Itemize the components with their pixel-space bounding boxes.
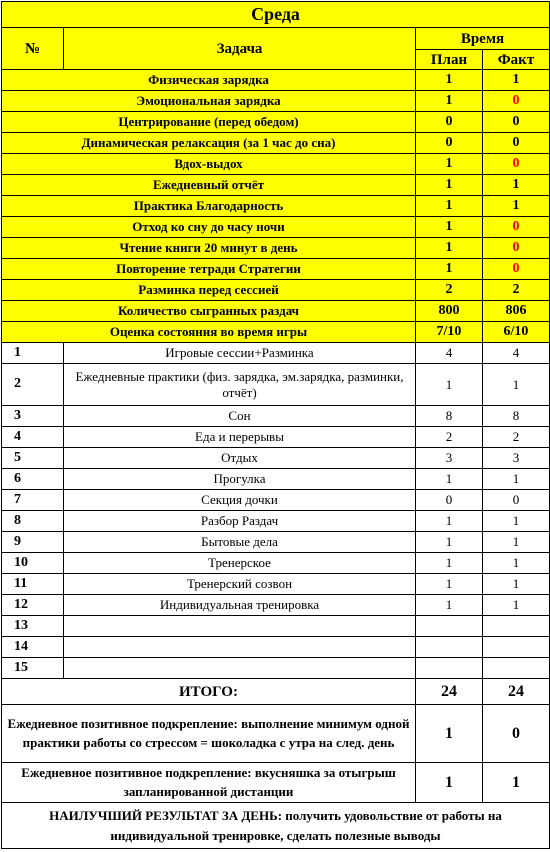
schedule-fact[interactable] — [483, 616, 550, 637]
schedule-num[interactable]: 6 — [2, 469, 64, 490]
schedule-row — [2, 511, 550, 532]
best-result-row — [2, 803, 550, 849]
schedule-num[interactable]: 11 — [2, 574, 64, 595]
schedule-num[interactable]: 1 — [2, 343, 64, 364]
reinforcement-plan[interactable]: 1 — [416, 705, 483, 763]
habit-plan[interactable]: 1 — [416, 91, 483, 112]
schedule-plan[interactable]: 4 — [416, 343, 483, 364]
total-row — [2, 679, 550, 705]
schedule-plan[interactable]: 1 — [416, 511, 483, 532]
habit-row — [2, 196, 550, 217]
schedule-plan[interactable] — [416, 637, 483, 658]
reinforcement-fact[interactable]: 1 — [483, 763, 550, 803]
schedule-plan[interactable]: 1 — [416, 595, 483, 616]
reinforcement-row — [2, 705, 550, 763]
habit-task[interactable]: Ежедневный отчёт — [2, 175, 416, 196]
schedule-fact[interactable]: 2 — [483, 427, 550, 448]
habit-task[interactable]: Практика Благодарность — [2, 196, 416, 217]
schedule-plan[interactable]: 1 — [416, 469, 483, 490]
habit-plan[interactable]: 7/10 — [416, 322, 483, 343]
habit-task[interactable]: Отход ко сну до часу ночи — [2, 217, 416, 238]
habit-row — [2, 91, 550, 112]
habit-row — [2, 175, 550, 196]
header-task[interactable]: Задача — [64, 28, 416, 70]
schedule-plan[interactable]: 1 — [416, 574, 483, 595]
reinforcement-label[interactable]: Ежедневное позитивное подкрепление: вкусняшка за отыгрыш запланированной дистанции — [2, 763, 416, 803]
habit-plan[interactable]: 0 — [416, 133, 483, 154]
habit-fact[interactable]: 2 — [483, 280, 550, 301]
schedule-fact[interactable]: 3 — [483, 448, 550, 469]
habit-task[interactable]: Эмоциональная зарядка — [2, 91, 416, 112]
habit-plan[interactable]: 1 — [416, 154, 483, 175]
schedule-plan[interactable]: 1 — [416, 364, 483, 406]
schedule-row — [2, 343, 550, 364]
schedule-row — [2, 658, 550, 679]
habit-task[interactable]: Чтение книги 20 минут в день — [2, 238, 416, 259]
schedule-plan[interactable] — [416, 616, 483, 637]
habit-plan[interactable]: 1 — [416, 175, 483, 196]
schedule-plan[interactable]: 0 — [416, 490, 483, 511]
schedule-row — [2, 490, 550, 511]
title-row — [2, 2, 550, 28]
habit-fact[interactable]: 0 — [483, 133, 550, 154]
schedule-task[interactable]: Сон — [64, 406, 416, 427]
habit-row — [2, 238, 550, 259]
habit-fact[interactable]: 0 — [483, 238, 550, 259]
schedule-row — [2, 574, 550, 595]
habit-row — [2, 322, 550, 343]
habit-task[interactable]: Оценка состояния во время игры — [2, 322, 416, 343]
habit-task[interactable]: Повторение тетради Стратегии — [2, 259, 416, 280]
habit-fact[interactable]: 0 — [483, 91, 550, 112]
schedule-plan[interactable]: 8 — [416, 406, 483, 427]
schedule-task[interactable]: Отдых — [64, 448, 416, 469]
habit-task[interactable]: Центрирование (перед обедом) — [2, 112, 416, 133]
habit-row — [2, 217, 550, 238]
schedule-num[interactable]: 9 — [2, 532, 64, 553]
schedule-num[interactable]: 5 — [2, 448, 64, 469]
reinforcement-row — [2, 763, 550, 803]
header-fact[interactable]: Факт — [483, 50, 550, 70]
day-title[interactable]: Среда — [2, 2, 550, 28]
schedule-plan[interactable]: 1 — [416, 532, 483, 553]
schedule-fact[interactable]: 1 — [483, 469, 550, 490]
best-result-cell[interactable] — [2, 803, 550, 849]
schedule-task[interactable]: Прогулка — [64, 469, 416, 490]
total-fact[interactable]: 24 — [483, 679, 550, 705]
schedule-task[interactable]: Индивидуальная тренировка — [64, 595, 416, 616]
schedule-num[interactable]: 15 — [2, 658, 64, 679]
schedule-task[interactable]: Секция дочки — [64, 490, 416, 511]
schedule-plan[interactable]: 1 — [416, 553, 483, 574]
habit-row — [2, 259, 550, 280]
schedule-task[interactable] — [64, 658, 416, 679]
header-plan[interactable]: План — [416, 50, 483, 70]
schedule-plan[interactable] — [416, 658, 483, 679]
schedule-task[interactable] — [64, 616, 416, 637]
schedule-fact[interactable]: 1 — [483, 511, 550, 532]
schedule-task[interactable]: Тренерский созвон — [64, 574, 416, 595]
schedule-fact[interactable]: 1 — [483, 574, 550, 595]
schedule-fact[interactable] — [483, 637, 550, 658]
habit-fact[interactable]: 1 — [483, 175, 550, 196]
schedule-row — [2, 469, 550, 490]
habit-row — [2, 154, 550, 175]
header-time[interactable]: Время — [416, 28, 550, 50]
schedule-num[interactable]: 12 — [2, 595, 64, 616]
schedule-row — [2, 616, 550, 637]
best-result-text: : получить удовольствие от работы на индивидуальной тренировке, сделать полезные выводы — [110, 808, 502, 843]
schedule-row — [2, 532, 550, 553]
header-num[interactable]: № — [2, 28, 64, 70]
habit-plan[interactable]: 800 — [416, 301, 483, 322]
schedule-fact[interactable] — [483, 658, 550, 679]
habit-row — [2, 280, 550, 301]
habit-plan[interactable]: 1 — [416, 259, 483, 280]
schedule-num[interactable]: 2 — [2, 364, 64, 406]
schedule-row — [2, 553, 550, 574]
schedule-row — [2, 427, 550, 448]
reinforcement-plan[interactable]: 1 — [416, 763, 483, 803]
schedule-row — [2, 595, 550, 616]
habit-fact[interactable]: 0 — [483, 112, 550, 133]
habit-fact[interactable]: 806 — [483, 301, 550, 322]
schedule-row — [2, 637, 550, 658]
habit-row — [2, 301, 550, 322]
schedule-fact[interactable]: 1 — [483, 595, 550, 616]
schedule-num[interactable]: 8 — [2, 511, 64, 532]
habit-fact[interactable]: 0 — [483, 154, 550, 175]
habit-row — [2, 112, 550, 133]
schedule-num[interactable]: 7 — [2, 490, 64, 511]
habit-task[interactable]: Разминка перед сессией — [2, 280, 416, 301]
daily-plan-table — [1, 1, 550, 849]
schedule-task[interactable]: Тренерское — [64, 553, 416, 574]
schedule-num[interactable]: 3 — [2, 406, 64, 427]
reinforcement-label[interactable]: Ежедневное позитивное подкрепление: выполнение минимум одной практики работы со стрессом = шоколадка с утра на след. день — [2, 705, 416, 763]
total-plan[interactable]: 24 — [416, 679, 483, 705]
schedule-task[interactable]: Ежедневные практики (физ. зарядка, эм.зарядка, разминки, отчёт) — [64, 364, 416, 406]
schedule-num[interactable]: 10 — [2, 553, 64, 574]
schedule-fact[interactable]: 1 — [483, 364, 550, 406]
habit-fact[interactable]: 0 — [483, 217, 550, 238]
schedule-num[interactable]: 13 — [2, 616, 64, 637]
schedule-plan[interactable]: 2 — [416, 427, 483, 448]
schedule-task[interactable]: Бытовые дела — [64, 532, 416, 553]
habit-task[interactable]: Вдох-выдох — [2, 154, 416, 175]
habit-fact[interactable]: 1 — [483, 70, 550, 91]
schedule-task[interactable] — [64, 637, 416, 658]
schedule-num[interactable]: 14 — [2, 637, 64, 658]
schedule-fact[interactable]: 4 — [483, 343, 550, 364]
schedule-row — [2, 364, 550, 406]
schedule-task[interactable]: Еда и перерывы — [64, 427, 416, 448]
schedule-fact[interactable]: 0 — [483, 490, 550, 511]
schedule-fact[interactable]: 1 — [483, 553, 550, 574]
best-result-label: НАИЛУЧШИЙ РЕЗУЛЬТАТ ЗА ДЕНЬ — [49, 808, 278, 823]
habit-row — [2, 133, 550, 154]
schedule-task[interactable]: Разбор Раздач — [64, 511, 416, 532]
habit-row — [2, 70, 550, 91]
habit-plan[interactable]: 1 — [416, 238, 483, 259]
habit-plan[interactable]: 2 — [416, 280, 483, 301]
habit-fact[interactable]: 1 — [483, 196, 550, 217]
habit-plan[interactable]: 1 — [416, 217, 483, 238]
schedule-task[interactable]: Игровые сессии+Разминка — [64, 343, 416, 364]
habit-task[interactable]: Физическая зарядка — [2, 70, 416, 91]
habit-plan[interactable]: 0 — [416, 112, 483, 133]
total-label[interactable]: ИТОГО: — [2, 679, 416, 705]
habit-fact[interactable]: 6/10 — [483, 322, 550, 343]
schedule-fact[interactable]: 8 — [483, 406, 550, 427]
header-row-1 — [2, 28, 550, 50]
schedule-num[interactable]: 4 — [2, 427, 64, 448]
habit-plan[interactable]: 1 — [416, 70, 483, 91]
schedule-row — [2, 448, 550, 469]
habit-fact[interactable]: 0 — [483, 259, 550, 280]
habit-task[interactable]: Количество сыгранных раздач — [2, 301, 416, 322]
schedule-plan[interactable]: 3 — [416, 448, 483, 469]
habit-task[interactable]: Динамическая релаксация (за 1 час до сна) — [2, 133, 416, 154]
schedule-row — [2, 406, 550, 427]
reinforcement-fact[interactable]: 0 — [483, 705, 550, 763]
schedule-fact[interactable]: 1 — [483, 532, 550, 553]
habit-plan[interactable]: 1 — [416, 196, 483, 217]
